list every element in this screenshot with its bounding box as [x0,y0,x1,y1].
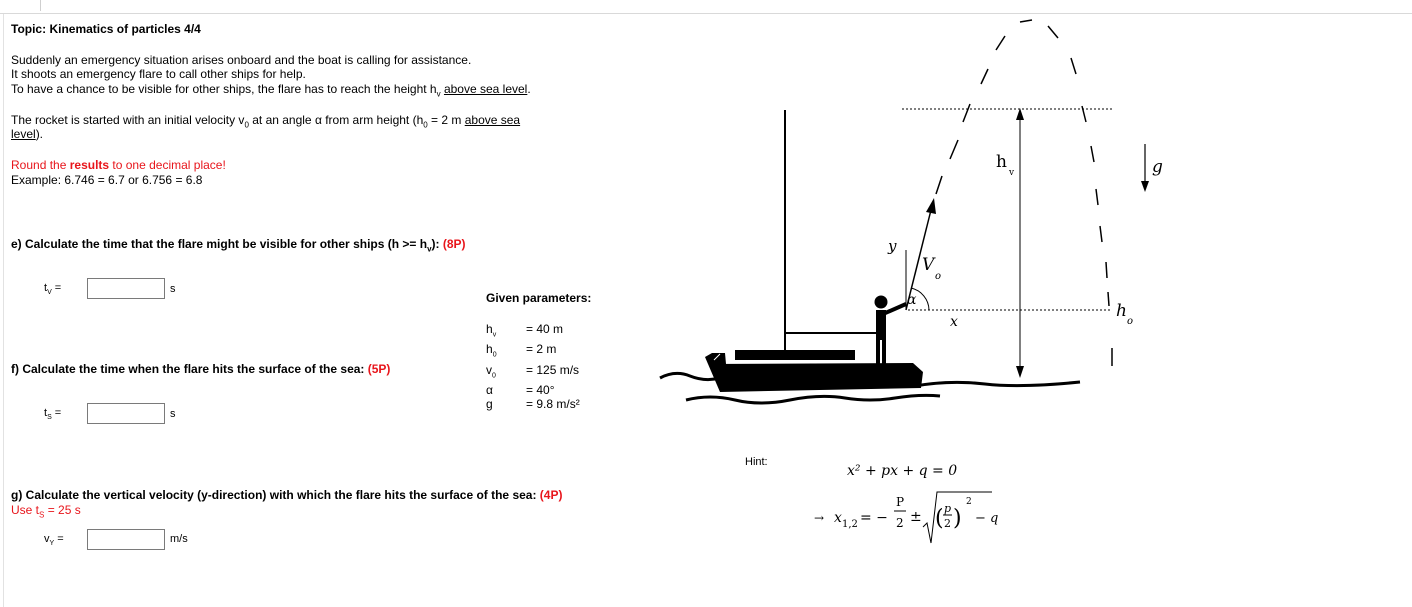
round-post: to one decimal place! [109,158,226,172]
param-symbol [486,383,526,397]
vy-unit: m/s [170,533,188,545]
ts-sub: S [47,414,52,422]
vy-label [44,532,64,551]
x-axis-label: x [950,314,958,330]
intro-line-3-text: To have a chance to be visible for other ships, the flare has to reach the height h [11,82,437,96]
use-ts-note [11,503,81,522]
given-parameters-list [486,322,580,411]
param-sym-text: v [486,362,492,377]
above-sea-level-text: above sea level [443,82,528,96]
intro-line-2: It shoots an emergency flare to call other ships for help. [11,67,306,81]
paren-close: ) [953,506,962,531]
rocket-paragraph-line-1 [11,113,520,132]
use-ts-b: = 25 s [44,503,81,517]
page-title: Topic: Kinematics of particles 4/4 [11,22,201,36]
ts-label [44,406,61,425]
param-symbol [486,363,526,383]
vy-main: v [44,533,50,545]
above-sea-text: above sea [464,113,521,127]
param-row-v0 [486,363,580,383]
param-sym-text: h [486,322,493,336]
flare-diagram [650,14,1170,414]
param-row-alpha [486,383,580,397]
person-icon [875,296,907,368]
inner-den: 2 [944,517,951,530]
question-e-text: e) Calculate the time that the flare might be visible for other ships (h >= h [11,237,428,251]
v0-sub: 0 [244,120,249,130]
use-ts-a: Use t [11,503,40,517]
intro-line-1: Suddenly an emergency situation arises onboard and the boat is calling for assistance. [11,53,472,67]
tv-sub: V [47,289,52,297]
use-ts-sub: S [39,510,45,520]
param-sub: 0 [492,372,496,380]
intro-line-3 [11,82,531,101]
top-tab-edge [40,0,61,11]
y-axis-label: y [888,237,897,255]
v0-sub: o [935,271,942,282]
param-row-g [486,397,580,411]
question-e-sub: v [427,244,432,254]
hv-arrow-down [1016,366,1024,378]
v0-label: V [922,255,935,275]
hv-sub: v [1009,168,1015,178]
quadratic-equation: x² + px + q = 0 [847,463,958,479]
p2-b: at an angle α from arm height (h [248,113,424,127]
param-value: = 40 m [526,322,564,336]
trajectory-dashes [936,20,1112,366]
frac-den: 2 [896,516,904,530]
intro-line-3-end: . [527,82,531,96]
param-sym-text: g [486,397,493,412]
param-value: = 40° [526,383,555,398]
param-row-hv [486,322,580,342]
minus-q: − q [975,511,999,526]
v0-arrow-head [926,198,936,214]
frac-num: P [896,495,905,509]
param-sym-text: h [486,342,493,357]
param-symbol [486,397,526,411]
hv-arrow-up [1016,108,1024,120]
eq-minus: = − [860,510,888,526]
p2-a: The rocket is started with an initial velocity v [11,113,245,127]
rounding-instruction [11,158,226,173]
boat-hull-icon [705,350,923,392]
inner-num: p [944,502,952,515]
vy-eq: = [54,533,64,545]
tv-label [44,281,61,300]
ts-unit: s [170,408,176,420]
param-sym-text: α [486,383,493,398]
question-f-points: (5P) [367,362,391,376]
question-g-text: g) Calculate the vertical velocity (y-direction) with which the flare hits the surface of the sea: [11,488,540,502]
given-parameters-title: Given parameters: [486,291,592,305]
h0-sub: 0 [423,120,428,130]
param-row-h0 [486,342,580,362]
h0-sub: o [1127,316,1134,327]
level-text: level [11,127,36,141]
tv-unit: s [170,283,176,295]
hv-label: h [996,152,1007,172]
plus-minus: ± [910,509,922,525]
param-value: = 2 m [526,342,557,357]
tv-main: t [44,282,48,294]
question-f [11,362,390,377]
question-g [11,488,562,503]
p2-d: ). [35,127,44,141]
gravity-arrow-head [1141,181,1149,192]
param-symbol [486,322,526,342]
round-pre: Round the [11,158,70,172]
param-symbol [486,342,526,362]
x12-sub: 1,2 [842,519,858,530]
ts-input[interactable] [87,403,165,424]
question-g-points: (4P) [539,488,563,502]
param-sub: v [492,331,497,339]
tv-input[interactable] [87,278,165,299]
param-value: = 125 m/s [526,362,580,377]
hv-subscript: v [436,89,441,99]
param-value: = 9.8 m/s² [526,397,580,412]
p2-c: = 2 m [427,113,465,127]
round-bold: results [69,158,110,172]
left-border [3,14,4,607]
question-e-points: (8P) [442,237,466,251]
ts-main: t [44,407,48,419]
exponent: 2 [966,497,972,507]
vy-sub: Y [49,540,55,548]
vy-input[interactable] [87,529,165,550]
question-e-close: ): [431,237,443,251]
question-f-text: f) Calculate the time when the flare hits the surface of the sea: [11,362,368,376]
quadratic-formula [800,455,1040,555]
tv-eq: = [51,282,62,294]
h0-label: h [1116,301,1127,321]
rounding-example: Example: 6.746 = 6.7 or 6.756 = 6.8 [11,173,203,187]
alpha-label: α [907,292,917,308]
rocket-paragraph-line-2 [11,127,43,142]
question-e [11,237,466,256]
param-sub: 0 [492,351,497,359]
x12-label: x [834,510,842,526]
hint-label: Hint: [745,456,768,468]
gravity-label: g [1152,157,1163,177]
top-bar [0,0,1412,14]
ts-eq: = [51,407,62,419]
arrow-icon: → [814,511,825,525]
paren-open: ( [935,506,944,531]
